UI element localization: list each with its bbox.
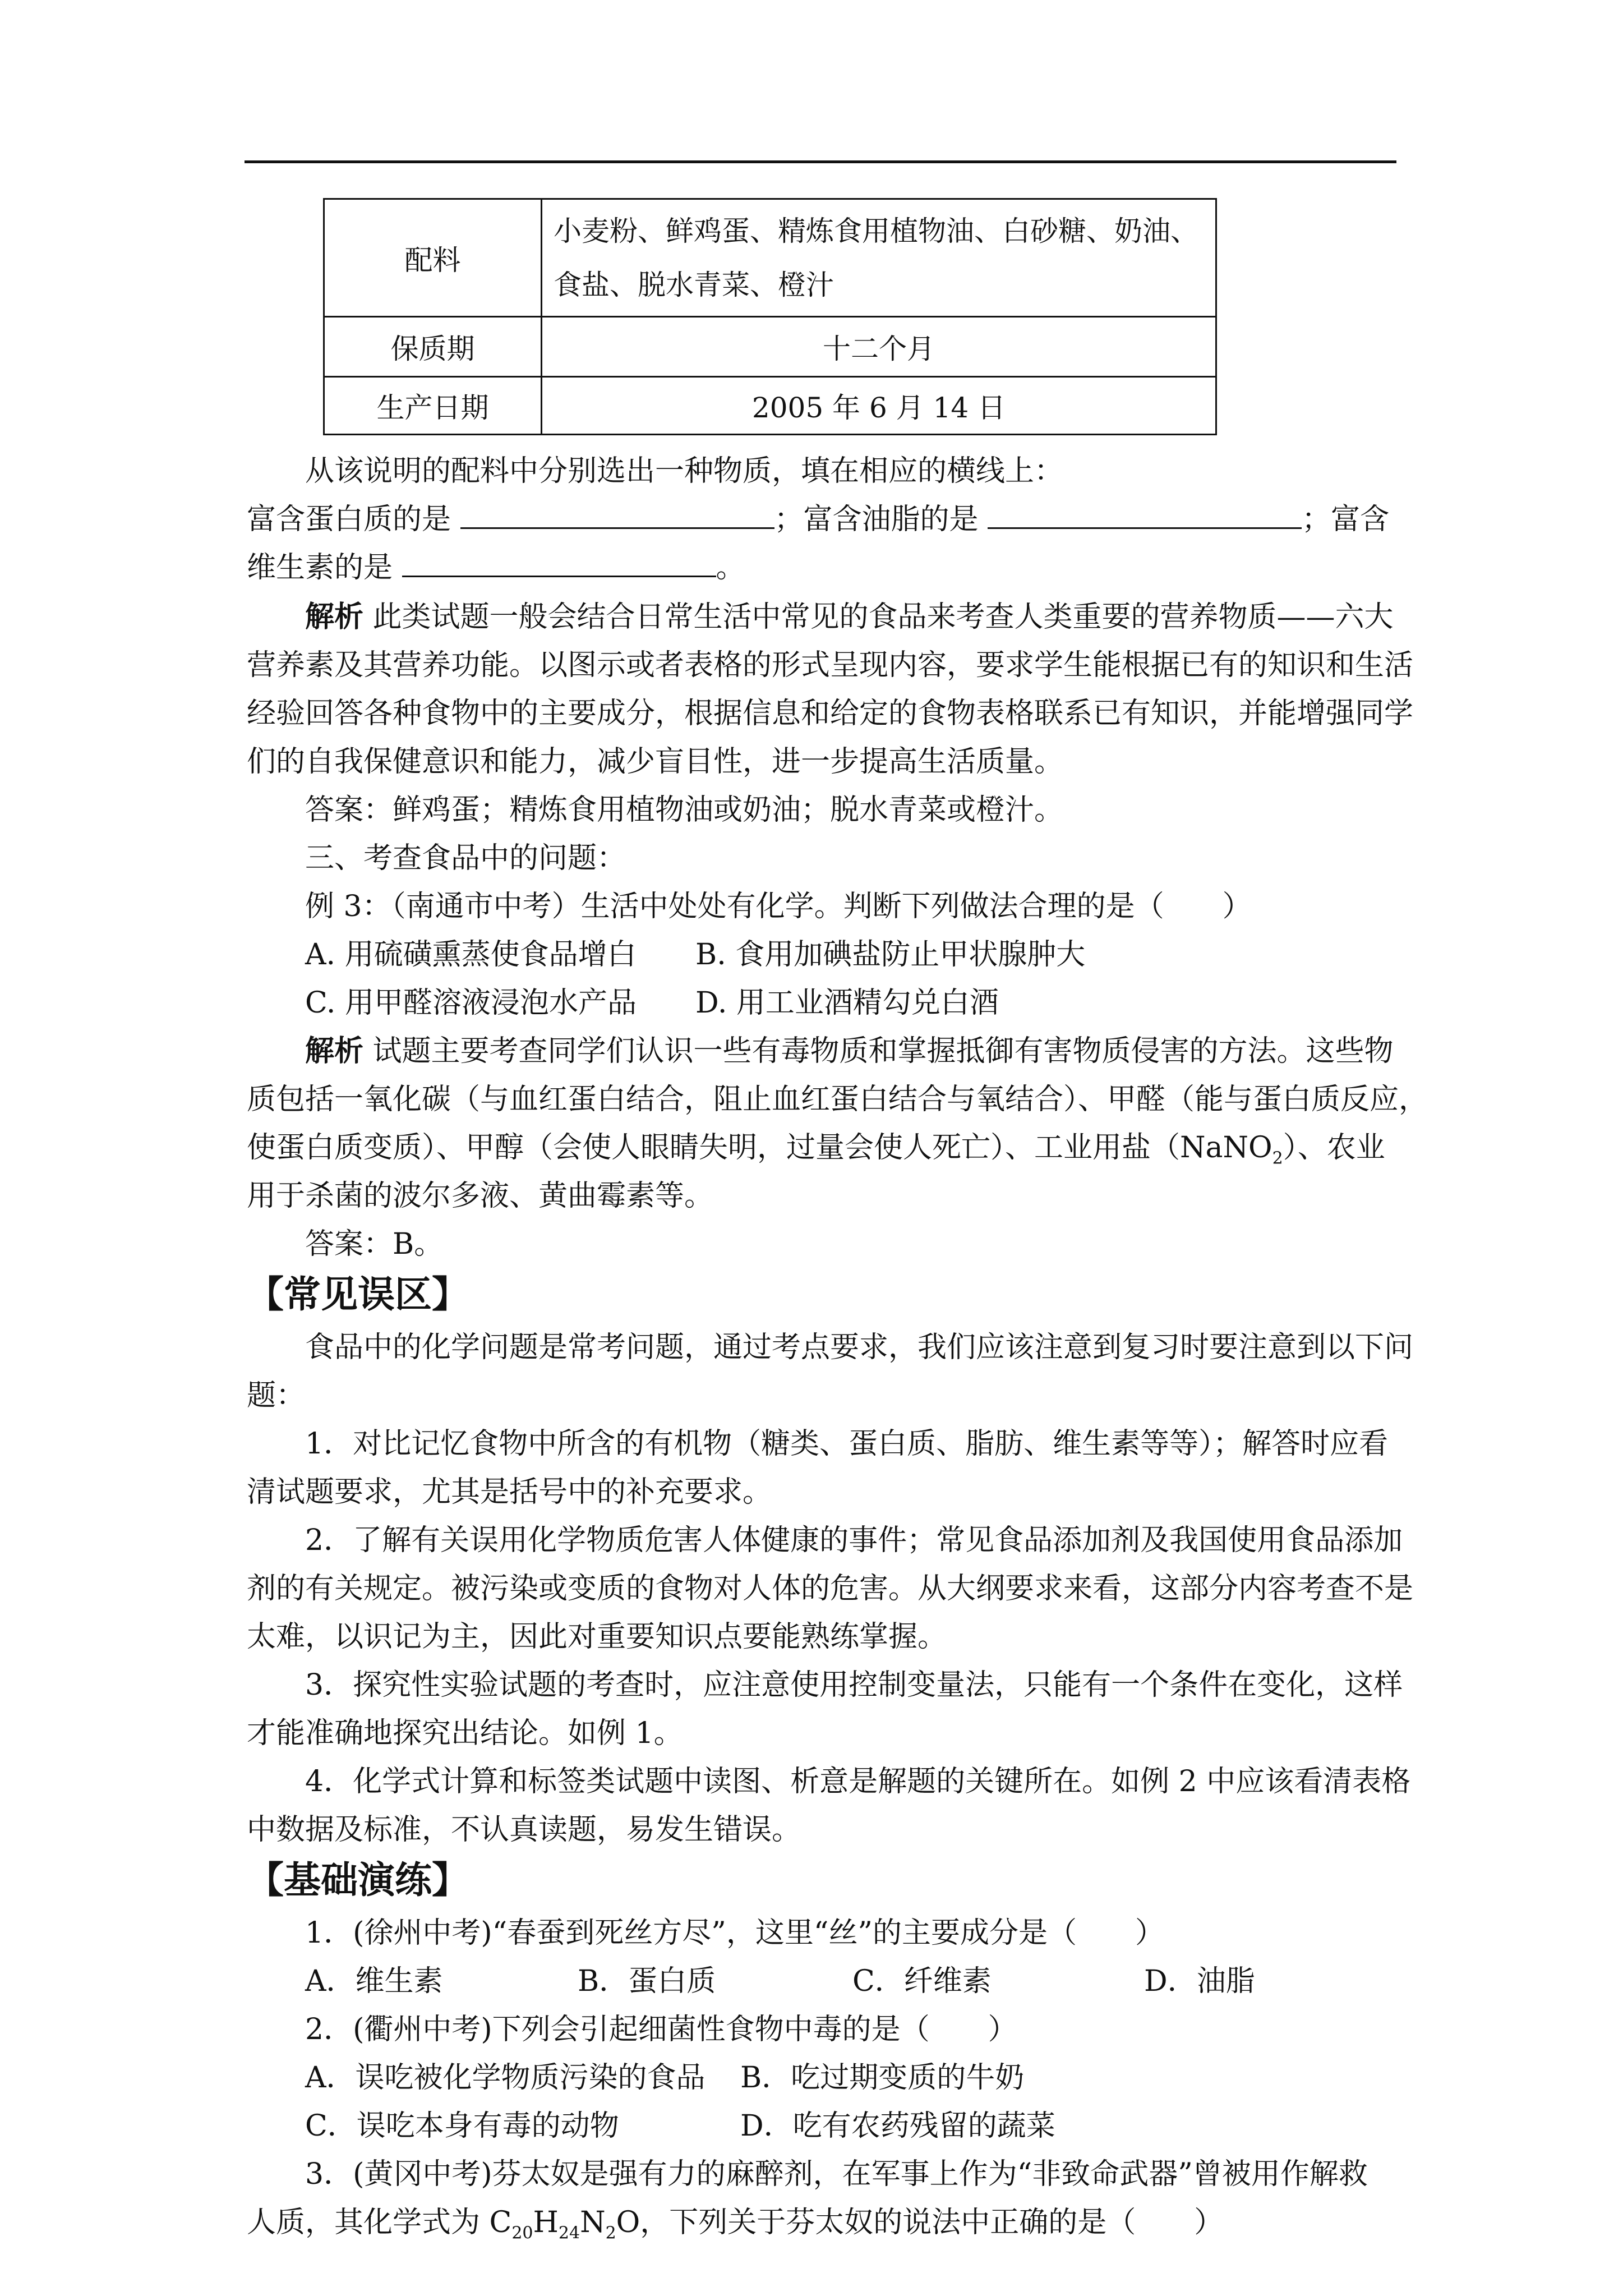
practice-question: 3．(黄冈中考)芬太奴是强有力的麻醉剂，在军事上作为“非致命武器”曾被用作解救 xyxy=(305,2157,1368,2191)
example-question: 例 3：（南通市中考）生活中处处有化学。判断下列做法合理的是（ ） xyxy=(305,890,1252,923)
option-row: A. 用硫磺熏蒸使食品增白 B. 食用加碘盐防止甲状腺肿大 xyxy=(305,938,1086,972)
paragraph-text: 3．探究性实验试题的考查时，应注意使用控制变量法，只能有一个条件在变化，这样 xyxy=(305,1668,1403,1702)
paragraph-text: 1．对比记忆食物中所含的有机物（糖类、蛋白质、脂肪、维生素等等）；解答时应看 xyxy=(305,1427,1389,1461)
table-row xyxy=(324,199,1216,317)
option-row: A．误吃被化学物质污染的食品 B．吃过期变质的牛奶 xyxy=(305,2061,1025,2095)
option-row: C．误吃本身有毒的动物 D．吃有农药残留的蔬菜 xyxy=(305,2109,1055,2143)
option-row: C. 用甲醛溶液浸泡水产品 D. 用工业酒精勾兑白酒 xyxy=(305,986,999,1020)
table-cell-value: 2005 年 6 月 14 日 xyxy=(542,377,1216,435)
table-cell-value: 十二个月 xyxy=(542,317,1216,377)
instruction-text: 从该说明的配料中分别选出一种物质，填在相应的横线上： xyxy=(305,454,1064,488)
table-cell-key: 生产日期 xyxy=(324,377,542,435)
analysis-text: 质包括一氧化碳（与血红蛋白结合，阻止血红蛋白结合与氧结合）、甲醛（能与蛋白质反应， xyxy=(247,1083,1428,1116)
practice-question: 1．(徐州中考)“春蚕到死丝方尽”，这里“丝”的主要成分是（ ） xyxy=(305,1916,1164,1950)
practice-question: 人质，其化学式为 $C_{20}H_{24}N_2O$，下列关于芬太奴的说法中正确的是（ ） xyxy=(247,2206,1224,2243)
answer-blank[interactable] xyxy=(460,494,774,529)
section-heading: 【常见误区】 xyxy=(247,1273,469,1316)
table-cell-value: 小麦粉、鲜鸡蛋、精炼食用植物油、白砂糖、奶油、 食盐、脱水青菜、橙汁 xyxy=(542,199,1216,317)
paragraph-text: 清试题要求，尤其是括号中的补充要求。 xyxy=(247,1475,772,1509)
table-cell-key: 保质期 xyxy=(324,317,542,377)
practice-question: 2．(衢州中考)下列会引起细菌性食物中毒的是（ ） xyxy=(305,2013,1017,2046)
paragraph-text: 食品中的化学问题是常考问题，通过考点要求，我们应该注意到复习时要注意到以下问 xyxy=(305,1331,1414,1364)
food-label-table xyxy=(323,198,1217,435)
answer-text: 答案：B。 xyxy=(305,1227,444,1261)
section-heading: 【基础演练】 xyxy=(247,1858,469,1902)
analysis-text: 经验回答各种食物中的主要成分，根据信息和给定的食物表格联系已有知识，并能增强同学 xyxy=(247,697,1414,730)
analysis-text: 营养素及其营养功能。以图示或者表格的形式呈现内容，要求学生能根据已有的知识和生活 xyxy=(247,648,1414,682)
fill-blank-line: 维生素的是 。 xyxy=(247,541,1396,595)
analysis-text: 用于杀菌的波尔多液、黄曲霉素等。 xyxy=(247,1179,714,1213)
section-title: 三、考查食品中的问题： xyxy=(305,841,626,875)
table-row xyxy=(324,317,1216,377)
option-row: A．维生素 B．蛋白质 C．纤维素 D．油脂 xyxy=(305,1964,1255,1998)
table-row xyxy=(324,377,1216,435)
analysis-paragraph: 解析 试题主要考查同学们认识一些有毒物质和掌握抵御有害物质侵害的方法。这些物 xyxy=(305,1034,1394,1068)
paragraph-text: 才能准确地探究出结论。如例 1。 xyxy=(247,1717,683,1750)
answer-blank[interactable] xyxy=(402,542,716,577)
paragraph-text: 4．化学式计算和标签类试题中读图、析意是解题的关键所在。如例 2 中应该看清表格 xyxy=(305,1765,1411,1798)
table-cell-key: 配料 xyxy=(324,199,542,317)
header-rule xyxy=(245,160,1396,163)
paragraph-text: 2．了解有关误用化学物质危害人体健康的事件；常见食品添加剂及我国使用食品添加 xyxy=(305,1524,1403,1557)
answer-blank[interactable] xyxy=(988,494,1302,529)
analysis-text: 使蛋白质变质）、甲醇（会使人眼睛失明，过量会使人死亡）、工业用盐（NaNO$_2$）、农业 xyxy=(247,1131,1385,1168)
paragraph-text: 中数据及标准，不认真读题，易发生错误。 xyxy=(247,1813,801,1847)
paragraph-text: 题： xyxy=(247,1379,306,1412)
analysis-paragraph: 解析 此类试题一般会结合日常生活中常见的食品来考查人类重要的营养物质——六大 xyxy=(305,600,1394,634)
answer-text: 答案：鲜鸡蛋；精炼食用植物油或奶油；脱水青菜或橙汁。 xyxy=(305,793,1064,827)
paragraph-text: 剂的有关规定。被污染或变质的食物对人体的危害。从大纲要求来看，这部分内容考查不是 xyxy=(247,1572,1414,1605)
paragraph-text: 太难，以识记为主，因此对重要知识点要能熟练掌握。 xyxy=(247,1620,947,1654)
analysis-text: 们的自我保健意识和能力，减少盲目性，进一步提高生活质量。 xyxy=(247,745,1064,779)
fill-blank-line: 富含蛋白质的是 ；富含油脂的是 ；富含 xyxy=(247,493,1396,546)
